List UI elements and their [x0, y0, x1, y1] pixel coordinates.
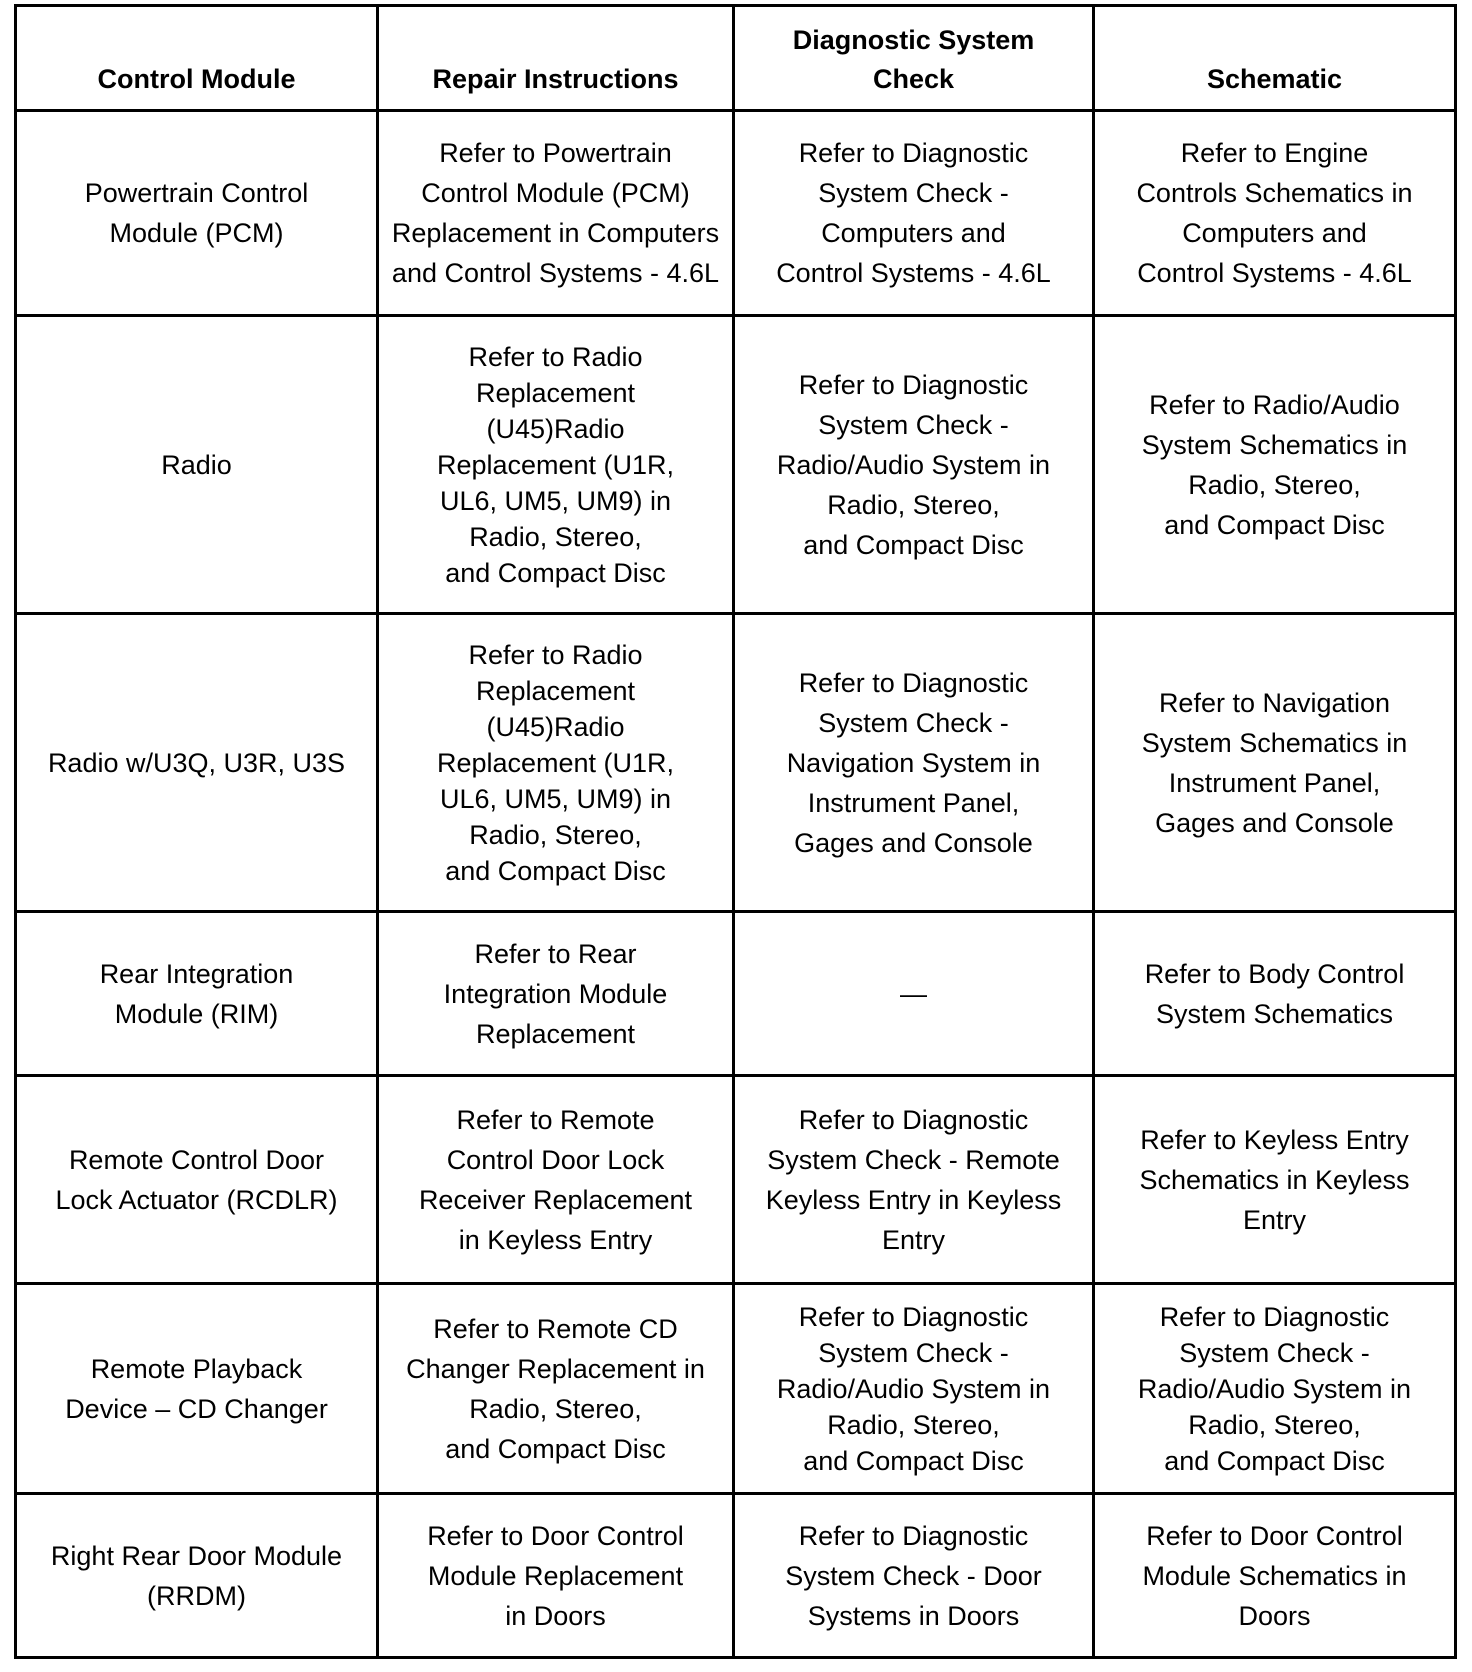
- cell-diagnostic-system-check: Refer to Diagnostic System Check - Navigation System in Instrument Panel, Gages and Console: [734, 614, 1094, 912]
- cell-control-module: Right Rear Door Module (RRDM): [16, 1494, 378, 1658]
- table-row: [16, 316, 1456, 614]
- cell-repair-instructions: Refer to Remote Control Door Lock Receiver Replacement in Keyless Entry: [378, 1076, 734, 1284]
- cell-schematic: Refer to Engine Controls Schematics in Computers and Control Systems - 4.6L: [1094, 111, 1456, 316]
- cell-repair-instructions: Refer to Remote CD Changer Replacement in Radio, Stereo, and Compact Disc: [378, 1284, 734, 1494]
- cell-control-module: Radio w/U3Q, U3R, U3S: [16, 614, 378, 912]
- cell-diagnostic-system-check: Refer to Diagnostic System Check - Radio/Audio System in Radio, Stereo, and Compact Disc: [734, 1284, 1094, 1494]
- table-row: [16, 111, 1456, 316]
- cell-repair-instructions: Refer to Powertrain Control Module (PCM) Replacement in Computers and Control Systems - 4.6L: [378, 111, 734, 316]
- cell-diagnostic-system-check: Refer to Diagnostic System Check - Door Systems in Doors: [734, 1494, 1094, 1658]
- header-control-module: Control Module: [16, 6, 378, 111]
- table-row: [16, 1494, 1456, 1658]
- control-module-table-container: [14, 4, 1457, 1659]
- cell-repair-instructions: Refer to Rear Integration Module Replacement: [378, 912, 734, 1076]
- cell-control-module: Radio: [16, 316, 378, 614]
- cell-diagnostic-system-check: Refer to Diagnostic System Check - Radio/Audio System in Radio, Stereo, and Compact Disc: [734, 316, 1094, 614]
- cell-control-module: Powertrain Control Module (PCM): [16, 111, 378, 316]
- table-row: [16, 614, 1456, 912]
- cell-control-module: Remote Control Door Lock Actuator (RCDLR): [16, 1076, 378, 1284]
- cell-repair-instructions: Refer to Door Control Module Replacement in Doors: [378, 1494, 734, 1658]
- cell-control-module: Remote Playback Device – CD Changer: [16, 1284, 378, 1494]
- table-header-row: [16, 6, 1456, 111]
- header-diagnostic-system-check: Diagnostic System Check: [734, 6, 1094, 111]
- cell-control-module: Rear Integration Module (RIM): [16, 912, 378, 1076]
- control-module-table: [14, 4, 1457, 1659]
- cell-diagnostic-system-check: Refer to Diagnostic System Check - Computers and Control Systems - 4.6L: [734, 111, 1094, 316]
- cell-schematic: Refer to Keyless Entry Schematics in Keyless Entry: [1094, 1076, 1456, 1284]
- header-schematic: Schematic: [1094, 6, 1456, 111]
- cell-schematic: Refer to Radio/Audio System Schematics in Radio, Stereo, and Compact Disc: [1094, 316, 1456, 614]
- cell-diagnostic-system-check: —: [734, 912, 1094, 1076]
- table-row: [16, 1076, 1456, 1284]
- cell-repair-instructions: Refer to Radio Replacement (U45)Radio Replacement (U1R, UL6, UM5, UM9) in Radio, Stereo, and Compact Disc: [378, 316, 734, 614]
- header-repair-instructions: Repair Instructions: [378, 6, 734, 111]
- cell-repair-instructions: Refer to Radio Replacement (U45)Radio Replacement (U1R, UL6, UM5, UM9) in Radio, Stereo, and Compact Disc: [378, 614, 734, 912]
- cell-schematic: Refer to Door Control Module Schematics in Doors: [1094, 1494, 1456, 1658]
- table-row: [16, 912, 1456, 1076]
- cell-diagnostic-system-check: Refer to Diagnostic System Check - Remote Keyless Entry in Keyless Entry: [734, 1076, 1094, 1284]
- table-row: [16, 1284, 1456, 1494]
- cell-schematic: Refer to Body Control System Schematics: [1094, 912, 1456, 1076]
- cell-schematic: Refer to Navigation System Schematics in Instrument Panel, Gages and Console: [1094, 614, 1456, 912]
- cell-schematic: Refer to Diagnostic System Check - Radio/Audio System in Radio, Stereo, and Compact Disc: [1094, 1284, 1456, 1494]
